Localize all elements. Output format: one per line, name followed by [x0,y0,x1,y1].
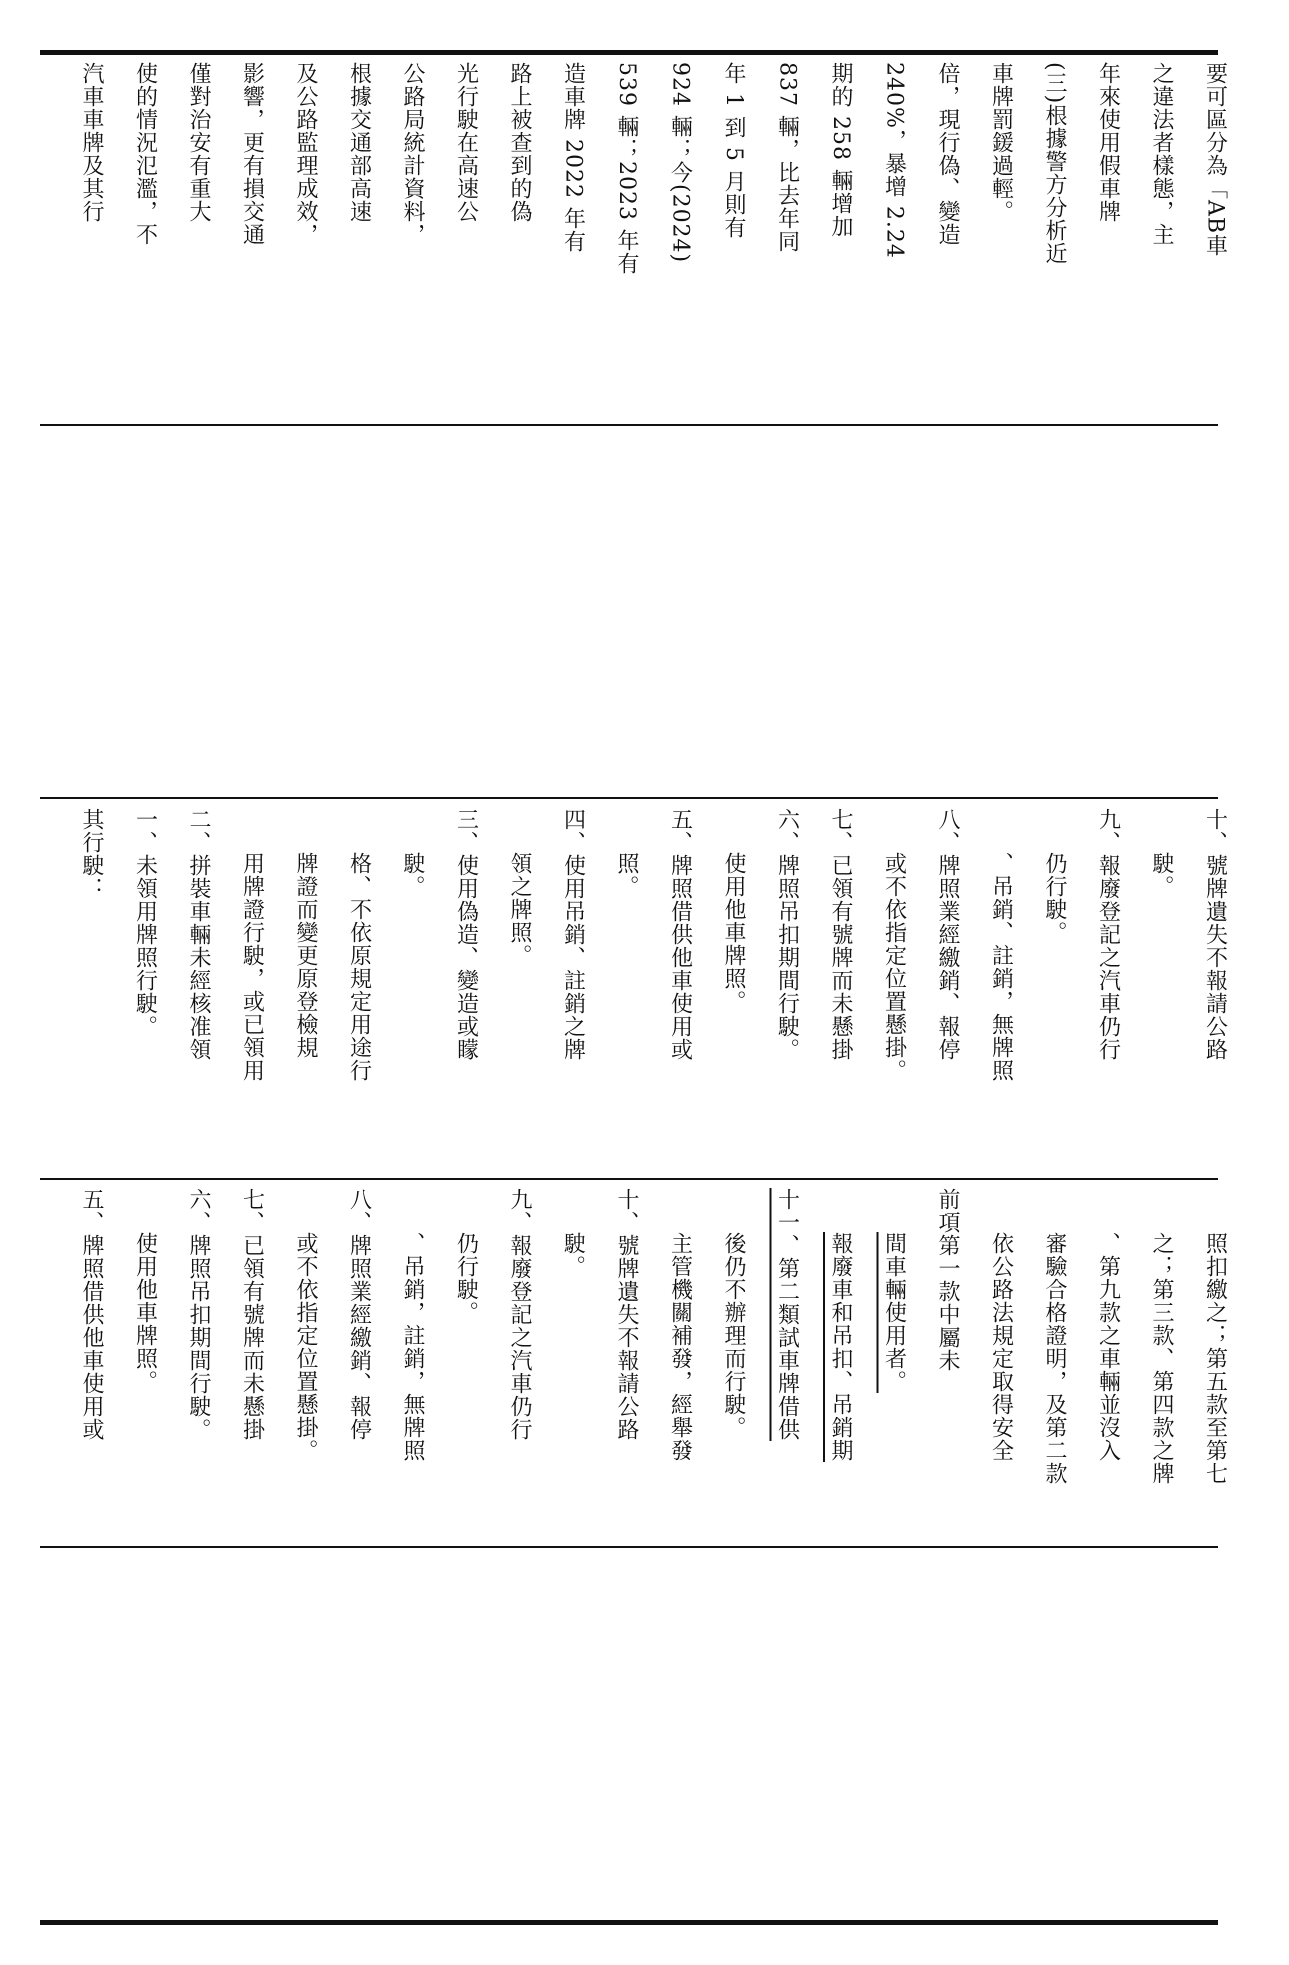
text-column: 十、號牌遺失不報請公路 [1202,808,1228,1061]
text-column: 依公路法規定取得安全 [988,1232,1014,1462]
divider-rule-3 [40,1178,1218,1180]
text-column: 年來使用假車牌 [1095,62,1121,223]
text-column: 之違法者樣態，主 [1149,62,1174,246]
text-column: 、吊銷，註銷，無牌照 [400,1232,425,1462]
text-column: 牌證而變更原登檢規 [293,852,318,1059]
text-column: 九、報廢登記之汽車仍行 [507,1188,532,1441]
text-column: 240%，暴增 2.24 [881,62,907,259]
text-column: 五、牌照借供他車使用或 [667,808,693,1061]
top-border-rule [40,50,1218,55]
text-column: 汽車車牌及其行 [79,62,104,223]
text-column: (三)根據警方分析近 [1042,62,1067,266]
text-column: 造車牌 2022 年有 [560,62,586,253]
text-column: 後仍不辦理而行駛。 [721,1232,746,1439]
divider-rule-4 [40,1546,1218,1548]
text-column: 924 輛；今(2024) [667,62,693,264]
text-column: 主管機關補發，經舉發 [667,1232,693,1462]
text-column: 報廢車和吊扣、吊銷期 [828,1232,853,1462]
text-column: 期的 258 輛增加 [828,62,853,238]
text-column: 使用他車牌照。 [132,1232,158,1393]
text-column: 領之牌照。 [507,852,532,967]
text-column: 、第九款之車輛並沒入 [1095,1232,1121,1462]
text-column: 八、牌照業經繳銷、報停 [346,1188,372,1441]
text-column: 前項第一款中屬未 [935,1188,960,1372]
text-column: 照扣繳之；第五款至第七 [1202,1232,1228,1485]
text-column: 路上被查到的偽 [507,62,532,223]
text-column: 837 輛，比去年同 [774,62,800,253]
text-column: 十、號牌遺失不報請公路 [614,1188,639,1441]
text-column: 或不依指定位置懸掛。 [293,1232,318,1462]
text-column: 駛。 [1149,852,1174,898]
text-band-lower [46,1188,1228,1544]
text-column: 其行駛： [79,808,104,900]
text-column: 駛。 [400,852,425,898]
text-column: 照。 [614,852,639,898]
text-column: 仍行駛。 [453,1232,479,1324]
text-column: 六、牌照吊扣期間行駛。 [774,808,800,1061]
text-band-top [46,62,1228,422]
text-column: 四、使用吊銷、註銷之牌 [560,808,586,1061]
bottom-border-rule [40,1920,1218,1925]
text-column: 車牌罰鍰過輕。 [988,62,1014,223]
text-column: 539 輛；2023 年有 [614,62,639,275]
text-column: 用牌證行駛，或已領用 [239,852,265,1082]
text-column: 審驗合格證明，及第二款 [1042,1232,1067,1485]
text-column: 三、使用偽造、變造或矇 [453,808,479,1061]
text-column: 七、已領有號牌而未懸掛 [239,1188,265,1441]
text-column: 公路局統計資料， [400,62,425,246]
blank-band [46,428,1214,794]
text-column: 駛。 [560,1232,586,1278]
text-band-middle [46,808,1228,1176]
text-column: 間車輛使用者。 [881,1232,907,1393]
text-column: 五、牌照借供他車使用或 [79,1188,104,1441]
text-column: 要可區分為「AB車 [1202,62,1228,258]
text-column: 格、不依原規定用途行 [346,852,372,1082]
divider-rule-2 [40,797,1218,799]
text-column: 二、拼裝車輛未經核准領 [186,808,211,1061]
text-column: 光行駛在高速公 [453,62,479,223]
divider-rule-1 [40,424,1218,426]
text-column: 及公路監理成效， [293,62,318,246]
text-column: 倍，現行偽、變造 [935,62,960,246]
text-column: 九、報廢登記之汽車仍行 [1095,808,1121,1061]
text-column: 僅對治安有重大 [186,62,211,223]
text-column: 根據交通部高速 [346,62,372,223]
text-column: 仍行駛。 [1042,852,1067,944]
text-column: 八、牌照業經繳銷、報停 [935,808,960,1061]
text-column: 六、牌照吊扣期間行駛。 [186,1188,211,1441]
text-column: 或不依指定位置懸掛。 [881,852,907,1082]
text-column: 使的情況氾濫，不 [132,62,158,246]
text-column: 使用他車牌照。 [721,852,746,1013]
text-column: 之；第三款、第四款之牌 [1149,1232,1174,1485]
text-column: 十一、第二類試車牌借供 [774,1188,800,1441]
text-column: 七、已領有號牌而未懸掛 [828,808,853,1061]
text-column: 、吊銷、註銷，無牌照 [988,852,1014,1082]
text-column: 年 1 到 5 月則有 [721,62,746,239]
text-column: 影響，更有損交通 [239,62,265,246]
text-column: 一、未領用牌照行駛。 [132,808,158,1038]
